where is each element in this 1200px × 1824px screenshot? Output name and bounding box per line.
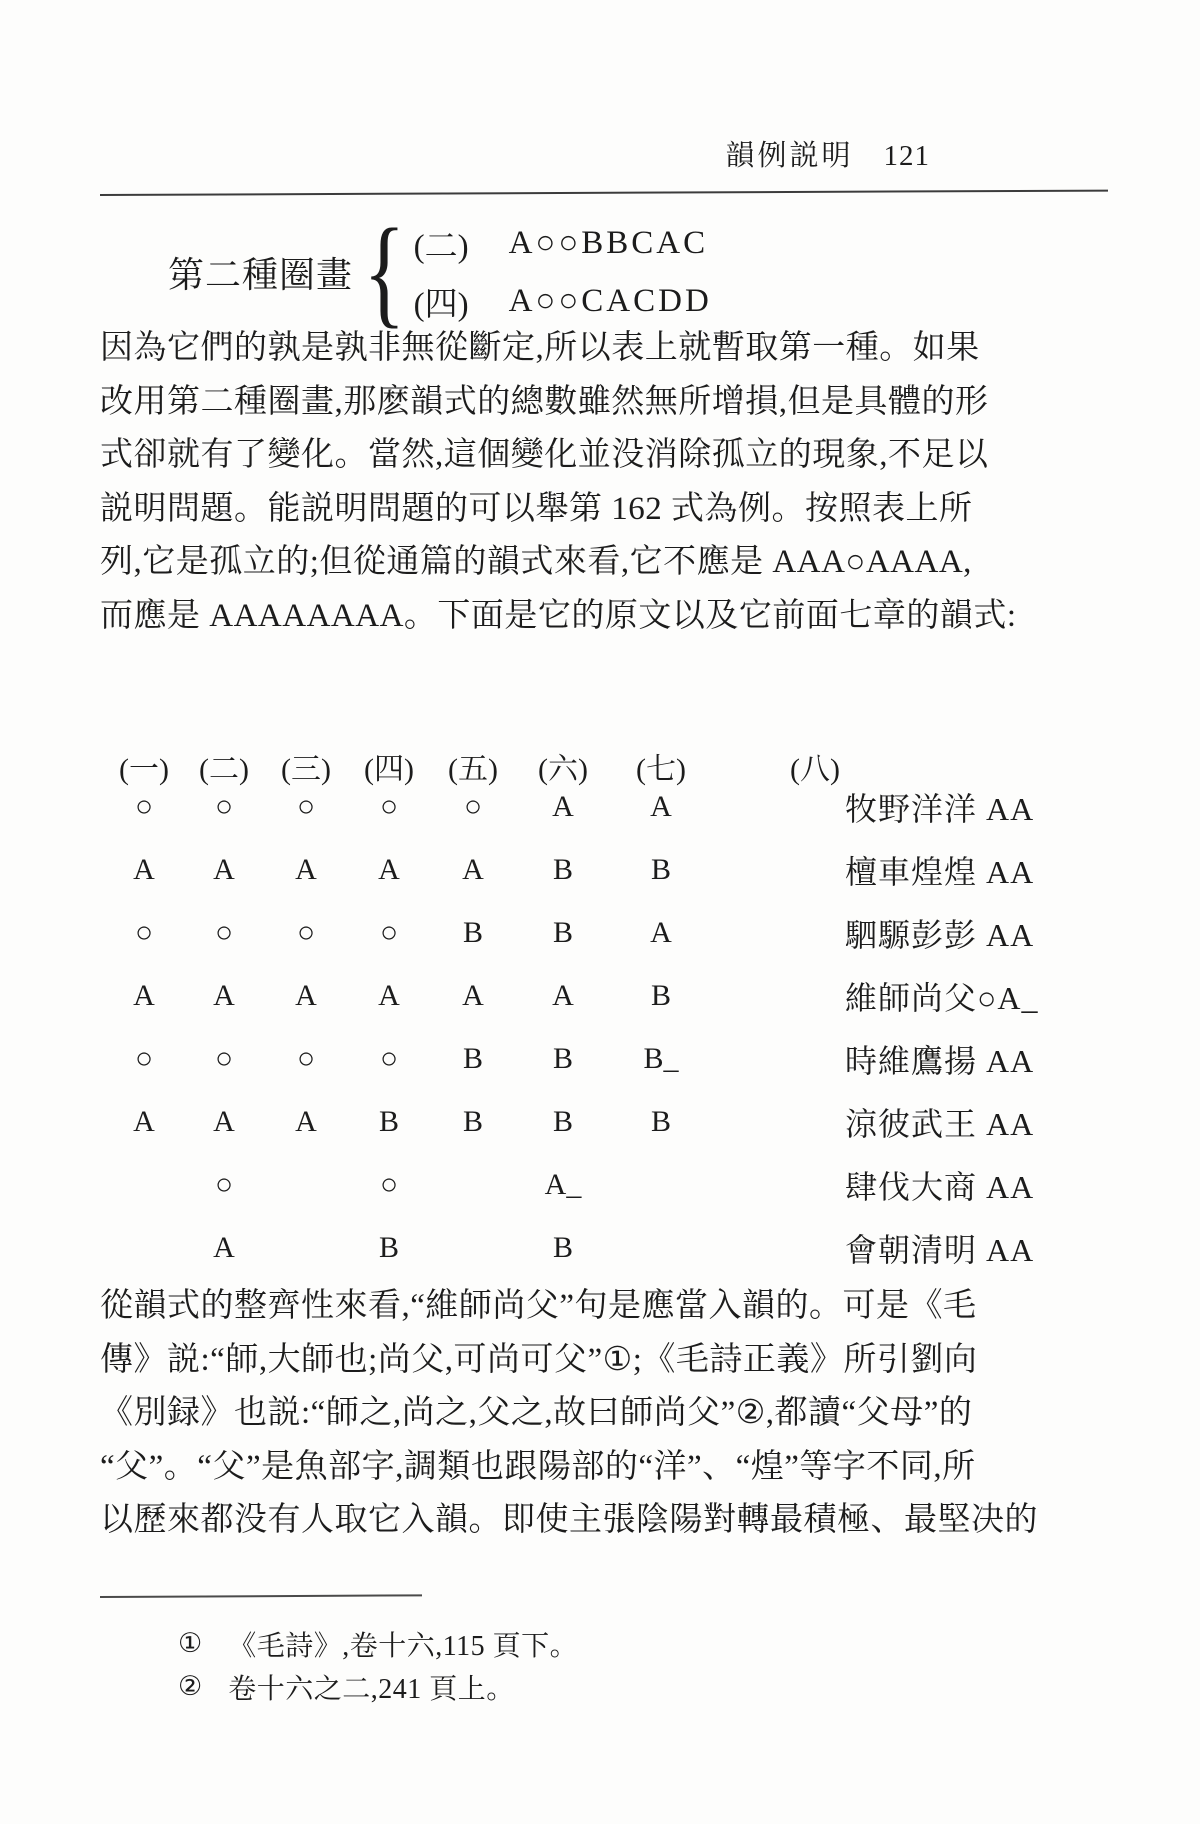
paragraph-line: 列,它是孤立的;但從通篇的韻式來看,它不應是 AAA○AAAA, [100, 544, 972, 580]
brace-item-index: (四) [413, 286, 469, 323]
column-header: (五) [448, 753, 498, 786]
table-cell: B [552, 852, 573, 886]
column-header: (一) [119, 753, 169, 786]
table-cell: A [133, 978, 155, 1012]
table-cell: A [650, 789, 672, 823]
table-cell: B [552, 1041, 573, 1075]
table-cell: ○ [379, 1041, 399, 1075]
paragraph-line: 傳》説:“師,大師也;尚父,可尚可父”①;《毛詩正義》所引劉向 [100, 1341, 978, 1378]
table-cell: B [378, 1230, 399, 1264]
brace-items [414, 214, 712, 330]
table-cell: B [462, 915, 483, 949]
column-header: (二) [199, 753, 249, 786]
table-cell: B [462, 1104, 483, 1138]
paragraph-line: 以歷來都没有人取它入韻。即使主張陰陽對轉最積極、最堅决的 [100, 1502, 1038, 1538]
brace-icon: { [363, 204, 406, 339]
table-cell: A [133, 852, 155, 886]
table-row-text: 維師尚父○A_ [845, 979, 1039, 1016]
table-cell: A [295, 852, 317, 886]
table-cell: B [378, 1104, 399, 1138]
table-row-text: 牧野洋洋 AA [845, 790, 1035, 827]
page-number: 121 [883, 140, 930, 172]
column-header: (七) [636, 753, 686, 786]
table-cell: B [650, 978, 671, 1012]
table-row-text: 涼彼武王 AA [845, 1105, 1035, 1142]
brace-item-formula: A○○BBCAC [508, 224, 709, 261]
table-cell: ○ [214, 1041, 234, 1075]
running-header-title: 韻例説明 [725, 140, 854, 172]
table-cell: A [552, 789, 574, 823]
table-cell: A [462, 978, 484, 1012]
table-cell: B [462, 1041, 483, 1075]
table-row-text: 時維鷹揚 AA [845, 1042, 1035, 1079]
table-cell: ○ [214, 789, 234, 823]
table-cell: ○ [134, 1041, 154, 1075]
table-row [105, 1027, 1085, 1090]
paragraph-line: 改用第二種圈畫,那麽韻式的總數雖然無所增損,但是具體的形 [100, 383, 989, 420]
footnote-marker-icon: ① [178, 1628, 203, 1659]
table-cell: ○ [134, 789, 154, 823]
table-cell: ○ [134, 915, 154, 949]
table-row [105, 964, 1085, 1027]
table-row [105, 1216, 1085, 1279]
paragraph-line: 從韻式的整齊性來看,“維師尚父”句是應當入韻的。可是《毛 [100, 1288, 977, 1324]
table-row-text: 駟騵彭彭 AA [845, 916, 1035, 953]
table-cell: A [650, 915, 672, 949]
table-cell: B [552, 1104, 573, 1138]
paragraph-line: “父”。“父”是魚部字,調類也跟陽部的“洋”、“煌”等字不同,所 [100, 1448, 976, 1485]
table-cell: ○ [214, 1167, 234, 1201]
rhyme-table [105, 740, 1085, 1268]
header-rule [100, 190, 1108, 196]
paragraph-line: 而應是 AAAAAAAA。下面是它的原文以及它前面七章的韻式: [100, 597, 1017, 634]
table-cell: A [213, 852, 235, 886]
paragraph-1 [100, 322, 1017, 643]
footnote [178, 1665, 578, 1708]
table-cell: ○ [379, 1167, 399, 1201]
table-row [105, 775, 1085, 838]
rhyme-table-rows [105, 775, 1085, 1279]
table-cell: B [552, 915, 573, 949]
paragraph-line: 式卻就有了變化。當然,這個變化並没消除孤立的現象,不足以 [100, 437, 989, 473]
brace-item [414, 214, 712, 272]
table-cell: A [213, 1104, 235, 1138]
table-cell: A [295, 1104, 317, 1138]
table-cell: A [378, 978, 400, 1012]
brace-item-index: (二) [413, 228, 469, 265]
table-cell: A [295, 978, 317, 1012]
column-header: (六) [538, 753, 588, 786]
running-header [725, 138, 930, 174]
column-header: (三) [281, 753, 331, 786]
paragraph-2 [100, 1280, 1038, 1548]
footnote-marker-icon: ② [178, 1671, 203, 1702]
table-cell: A [378, 852, 400, 886]
column-header: (四) [364, 753, 414, 786]
table-cell: B [552, 1230, 573, 1264]
paragraph-line: 因為它們的孰是孰非無從斷定,所以表上就暫取第一種。如果 [100, 330, 980, 366]
table-cell: ○ [296, 789, 316, 823]
brace-label: 第二種圈畫 [168, 254, 354, 295]
footnote-rule [100, 1594, 422, 1598]
table-cell: B [650, 852, 671, 886]
table-cell: ○ [379, 789, 399, 823]
table-cell: ○ [463, 789, 483, 823]
footnote-text: 卷十六之二,241 頁上。 [228, 1673, 515, 1705]
table-cell: ○ [379, 915, 399, 949]
table-cell: ○ [214, 915, 234, 949]
footnotes [178, 1622, 578, 1708]
table-row [105, 1090, 1085, 1153]
table-cell: B_ [643, 1041, 679, 1075]
table-row [105, 1153, 1085, 1216]
table-cell: ○ [296, 1041, 316, 1075]
footnote [178, 1622, 578, 1665]
brace-item-formula: A○○CACDD [508, 282, 712, 319]
table-row [105, 838, 1085, 901]
table-cell: A [552, 978, 574, 1012]
table-cell: A [213, 1230, 235, 1264]
table-row [105, 901, 1085, 964]
footnote-text: 《毛詩》,卷十六,115 頁下。 [228, 1630, 579, 1662]
table-cell: A [213, 978, 235, 1012]
table-row-text: 檀車煌煌 AA [845, 853, 1035, 890]
column-header: (八) [790, 753, 840, 786]
table-cell: ○ [296, 915, 316, 949]
paragraph-line: 説明問題。能説明問題的可以舉第 162 式為例。按照表上所 [100, 490, 973, 527]
table-cell: B [650, 1104, 671, 1138]
brace-block [168, 204, 712, 339]
table-row-text: 肆伐大商 AA [845, 1168, 1035, 1205]
table-row-text: 會朝清明 AA [845, 1231, 1035, 1268]
table-cell: A [462, 852, 484, 886]
table-cell: A [133, 1104, 155, 1138]
paragraph-line: 《別録》也説:“師之,尚之,父之,故曰師尚父”②,都讀“父母”的 [100, 1395, 973, 1431]
table-cell: A_ [544, 1167, 582, 1201]
